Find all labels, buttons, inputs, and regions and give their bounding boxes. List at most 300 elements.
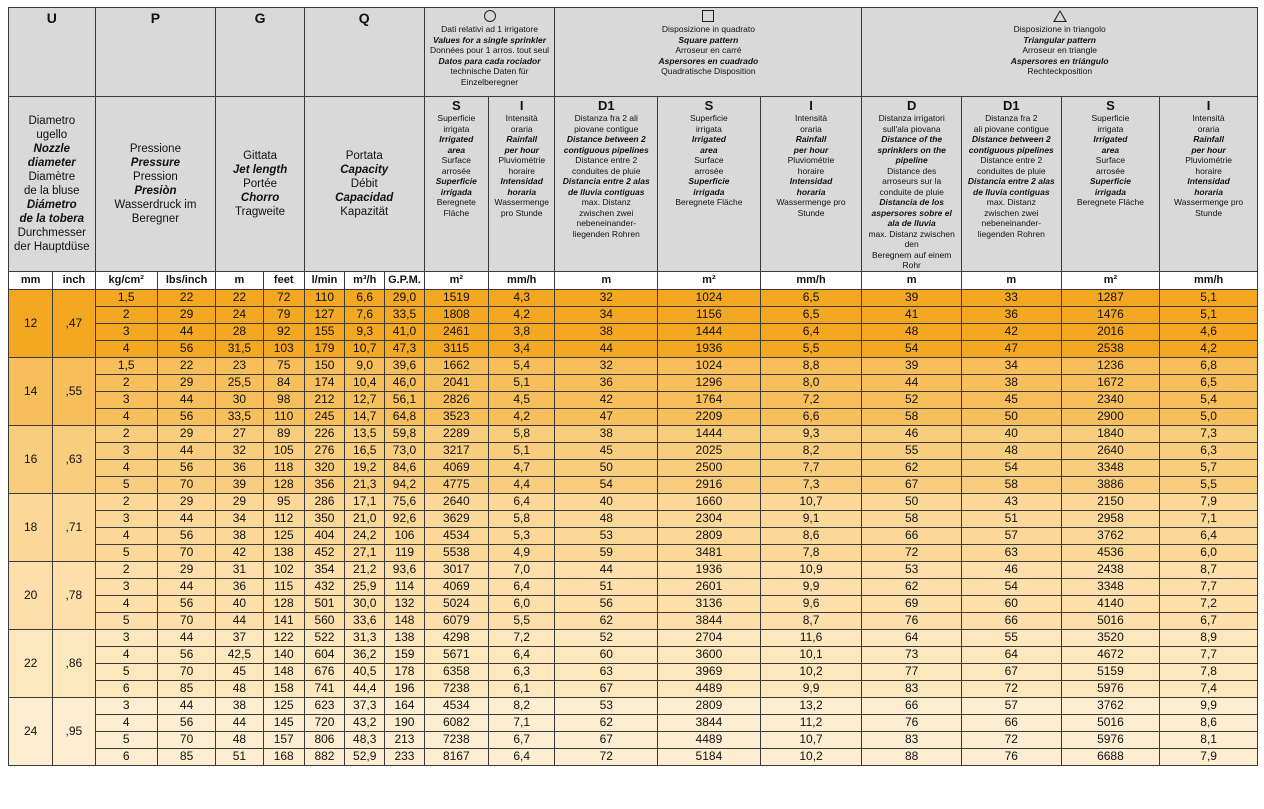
table-cell: 4534: [424, 527, 488, 544]
table-cell: 38: [961, 374, 1061, 391]
header-text-line: Gittata: [243, 149, 277, 162]
table-row: [9, 646, 1258, 663]
table-cell: 5,4: [489, 357, 555, 374]
table-cell: 6,3: [1160, 442, 1258, 459]
table-row: [9, 323, 1258, 340]
table-cell: 32: [216, 442, 263, 459]
table-row: [9, 357, 1258, 374]
square-pattern-group-header: [555, 8, 862, 97]
table-cell: 54: [555, 476, 658, 493]
unit-cell: inch: [53, 271, 95, 289]
table-cell: 3600: [658, 646, 761, 663]
table-cell: 155: [304, 323, 344, 340]
table-cell: 4: [95, 527, 157, 544]
nozzle-mm-cell: 20: [9, 561, 53, 629]
header-text-line: Capacidad: [335, 191, 394, 204]
header-text-line: max. Distanz: [986, 197, 1036, 207]
table-cell: 3: [95, 442, 157, 459]
table-cell: 42,5: [216, 646, 263, 663]
table-cell: 10,2: [760, 663, 862, 680]
table-cell: 2704: [658, 629, 761, 646]
nozzle-inch-cell: ,78: [53, 561, 95, 629]
table-cell: 28: [216, 323, 263, 340]
table-row: [9, 697, 1258, 714]
header-text-line: Disposizione in triangolo: [1013, 24, 1106, 34]
table-cell: 2640: [424, 493, 488, 510]
header-text-line: Distance between 2: [971, 134, 1051, 144]
table-cell: 148: [385, 612, 424, 629]
header-text-line: area: [447, 144, 466, 155]
table-cell: 3629: [424, 510, 488, 527]
table-cell: 48,3: [345, 731, 385, 748]
table-cell: 31,3: [345, 629, 385, 646]
header-text-line: Durchmesser: [17, 226, 86, 239]
table-cell: 8,1: [1160, 731, 1258, 748]
table-cell: 3348: [1061, 578, 1160, 595]
table-cell: 53: [555, 527, 658, 544]
table-cell: 55: [961, 629, 1061, 646]
header-text-line: Distancia entre 2 alas: [562, 176, 650, 186]
table-cell: 5016: [1061, 714, 1160, 731]
table-cell: 25,9: [345, 578, 385, 595]
table-cell: 3762: [1061, 527, 1160, 544]
table-cell: 4: [95, 595, 157, 612]
table-cell: 7238: [424, 731, 488, 748]
table-cell: 157: [263, 731, 304, 748]
table-cell: 98: [263, 391, 304, 408]
header-text-line: horaire: [797, 165, 825, 176]
table-cell: 55: [862, 442, 962, 459]
table-cell: 3115: [424, 340, 488, 357]
table-cell: 58: [961, 476, 1061, 493]
table-cell: 128: [263, 476, 304, 493]
table-cell: 7,1: [489, 714, 555, 731]
table-cell: 190: [385, 714, 424, 731]
table-cell: 119: [385, 544, 424, 561]
single-irrigated-area-header: S Superficie irrigata Irrigated area Surface arrosée Superficie irrigada Beregnete Fläche: [424, 97, 488, 272]
header-text-line: arroseurs sur la: [882, 176, 942, 186]
table-cell: 132: [385, 595, 424, 612]
header-text-line: de lluvia contiguas: [973, 186, 1050, 197]
header-text-line: Jet length: [232, 163, 288, 176]
header-text-line: Distancia de los: [879, 197, 945, 207]
header-text-line: Beregnete: [436, 197, 476, 207]
table-cell: 9,6: [760, 595, 862, 612]
table-cell: 48: [862, 323, 962, 340]
header-text-line: technische Daten für: [450, 66, 529, 76]
unit-cell: mm/h: [1160, 271, 1258, 289]
table-cell: 7238: [424, 680, 488, 697]
table-cell: 37: [216, 629, 263, 646]
header-text-line: Surface: [694, 155, 724, 165]
table-cell: 10,4: [345, 374, 385, 391]
table-cell: 356: [304, 476, 344, 493]
table-cell: 6: [95, 748, 157, 765]
table-cell: 32: [555, 357, 658, 374]
header-text-line: Superficie: [435, 176, 477, 186]
square-icon: [702, 10, 714, 22]
table-row: [9, 544, 1258, 561]
table-row: [9, 289, 1258, 306]
table-cell: 5,5: [760, 340, 862, 357]
nozzle-inch-cell: ,55: [53, 357, 95, 425]
table-cell: 69: [862, 595, 962, 612]
table-cell: 16,5: [345, 442, 385, 459]
header-text-line: Irrigated: [439, 134, 474, 144]
header-text-line: contiguous pipelines: [968, 144, 1054, 155]
table-cell: 5184: [658, 748, 761, 765]
table-cell: 6,7: [1160, 612, 1258, 629]
table-cell: 8,6: [1160, 714, 1258, 731]
header-text-line: zwischen zwei: [579, 207, 634, 218]
table-cell: 95: [263, 493, 304, 510]
table-cell: 4,4: [489, 476, 555, 493]
table-cell: 33,5: [216, 408, 263, 425]
header-text-line: Capacity: [340, 163, 389, 176]
table-cell: 72: [862, 544, 962, 561]
header-text-line: de la tobera: [19, 212, 85, 225]
header-text-line: Kapazität: [340, 205, 389, 218]
table-cell: 64,8: [385, 408, 424, 425]
table-cell: 64: [862, 629, 962, 646]
table-cell: 8,7: [760, 612, 862, 629]
header-text-line: irrigata: [1097, 123, 1124, 134]
table-cell: 44,4: [345, 680, 385, 697]
table-cell: 14,7: [345, 408, 385, 425]
table-cell: 10,2: [760, 748, 862, 765]
table-cell: 50: [961, 408, 1061, 425]
table-cell: 8,2: [489, 697, 555, 714]
triangle-irrigated-area-header: S Superficie irrigata Irrigated area Surface arrosée Superficie irrigada Beregnete Fläche: [1061, 97, 1160, 272]
table-cell: 27,1: [345, 544, 385, 561]
table-cell: 4534: [424, 697, 488, 714]
table-cell: 89: [263, 425, 304, 442]
table-cell: 7,8: [760, 544, 862, 561]
table-cell: 4,2: [489, 306, 555, 323]
table-cell: 50: [862, 493, 962, 510]
table-cell: 83: [862, 731, 962, 748]
table-cell: 59,8: [385, 425, 424, 442]
table-body: [9, 289, 1258, 765]
sprinkler-performance-table: [8, 7, 1258, 766]
table-cell: 70: [157, 544, 215, 561]
table-cell: 115: [263, 578, 304, 595]
table-cell: 1476: [1061, 306, 1160, 323]
table-cell: 2340: [1061, 391, 1160, 408]
header-text-line: Intensidad: [500, 176, 543, 186]
header-text-line: Pressure: [130, 156, 181, 169]
triangle-rainfall-header: I Intensità oraria Rainfall per hour Pluviométrie horaire Intensidad horaria Wassermenge pro Stunde: [1160, 97, 1258, 272]
table-cell: 21,0: [345, 510, 385, 527]
table-cell: 2601: [658, 578, 761, 595]
triangle-pipeline-distance-header: D1 Distanza fra 2 ali piovane contigue Distance between 2 contiguous pipelines Distance entre 2 conduites de pluie Distancia entre 2 alas de lluvia contiguas max. Distanz zwischen zwei nebeneinander- liegenden Rohren: [961, 97, 1061, 272]
table-cell: 3969: [658, 663, 761, 680]
table-cell: 62: [555, 714, 658, 731]
table-cell: 52,9: [345, 748, 385, 765]
header-text-line: horaire: [1195, 165, 1222, 176]
header-text-line: Surface: [441, 155, 471, 165]
table-cell: 38: [555, 425, 658, 442]
table-cell: 33,5: [385, 306, 424, 323]
table-cell: 7,8: [1160, 663, 1258, 680]
table-cell: 320: [304, 459, 344, 476]
table-cell: 3217: [424, 442, 488, 459]
table-cell: 882: [304, 748, 344, 765]
header-text-line: per hour: [504, 144, 539, 155]
square-irrigated-area-header: S Superficie irrigata Irrigated area Surface arrosée Superficie irrigada Beregnete Fläche: [658, 97, 761, 272]
table-cell: 4775: [424, 476, 488, 493]
table-cell: 54: [862, 340, 962, 357]
table-cell: 29: [157, 425, 215, 442]
header-text-line: diameter: [27, 156, 76, 169]
table-cell: 83: [862, 680, 962, 697]
table-cell: 2: [95, 561, 157, 578]
header-text-line: conduites de pluie: [571, 165, 641, 176]
table-cell: 164: [385, 697, 424, 714]
table-cell: 3: [95, 629, 157, 646]
table-cell: 6,0: [1160, 544, 1258, 561]
table-cell: 45: [961, 391, 1061, 408]
header-text-line: Square pattern: [678, 34, 739, 45]
table-cell: 5159: [1061, 663, 1160, 680]
table-cell: 1936: [658, 561, 761, 578]
table-cell: 52: [555, 629, 658, 646]
table-cell: 404: [304, 527, 344, 544]
table-cell: 37,3: [345, 697, 385, 714]
table-cell: 4,9: [489, 544, 555, 561]
table-cell: 432: [304, 578, 344, 595]
table-cell: 62: [555, 612, 658, 629]
table-cell: 4298: [424, 629, 488, 646]
table-cell: 54: [961, 578, 1061, 595]
header-text-line: Superficie: [1089, 176, 1131, 186]
table-cell: 84: [263, 374, 304, 391]
table-cell: 36: [555, 374, 658, 391]
table-cell: 40,5: [345, 663, 385, 680]
table-cell: 34: [555, 306, 658, 323]
table-cell: 60: [961, 595, 1061, 612]
table-cell: 6: [95, 680, 157, 697]
table-cell: 4489: [658, 680, 761, 697]
table-cell: 1662: [424, 357, 488, 374]
table-cell: 4: [95, 714, 157, 731]
header-text-line: aspersores sobre el: [871, 207, 952, 218]
header-text-line: Diametro: [28, 114, 76, 127]
table-cell: 145: [263, 714, 304, 731]
table-cell: 44: [216, 714, 263, 731]
header-text-line: sull'ala piovana: [882, 123, 941, 134]
table-cell: 4,3: [489, 289, 555, 306]
table-cell: 2809: [658, 527, 761, 544]
table-cell: 32: [555, 289, 658, 306]
header-text-line: Triangular pattern: [1023, 34, 1096, 45]
table-cell: 44: [555, 340, 658, 357]
header-text-line: ugello: [36, 128, 68, 141]
header-text-line: nebeneinander-: [981, 218, 1042, 228]
table-cell: 40: [961, 425, 1061, 442]
table-cell: 245: [304, 408, 344, 425]
table-cell: 41,0: [385, 323, 424, 340]
col-header-u: U: [9, 8, 96, 97]
table-cell: 39: [216, 476, 263, 493]
table-row: [9, 459, 1258, 476]
table-cell: 21,3: [345, 476, 385, 493]
table-cell: 741: [304, 680, 344, 697]
table-cell: 7,2: [760, 391, 862, 408]
header-text-line: pro Stunde: [500, 207, 543, 218]
table-cell: 8167: [424, 748, 488, 765]
table-cell: 72: [961, 680, 1061, 697]
table-cell: 7,3: [1160, 425, 1258, 442]
header-text-line: oraria: [800, 123, 822, 134]
table-cell: 56,1: [385, 391, 424, 408]
table-cell: 11,6: [760, 629, 862, 646]
table-cell: 24,2: [345, 527, 385, 544]
table-cell: 44: [157, 323, 215, 340]
table-cell: 3844: [658, 612, 761, 629]
table-cell: 1444: [658, 425, 761, 442]
table-cell: 56: [157, 595, 215, 612]
header-text-line: Fläche: [443, 207, 470, 218]
single-rainfall-header: I Intensità oraria Rainfall per hour Pluviométrie horaire Intensidad horaria Wassermenge pro Stunde: [489, 97, 555, 272]
header-text-line: Tragweite: [235, 205, 286, 218]
table-cell: 30,0: [345, 595, 385, 612]
nozzle-inch-cell: ,86: [53, 629, 95, 697]
single-group-text: [425, 24, 555, 87]
table-cell: 118: [263, 459, 304, 476]
header-text-line: Diamètre: [28, 170, 76, 183]
header-text-line: Intensità: [1192, 113, 1225, 123]
nozzle-mm-cell: 14: [9, 357, 53, 425]
header-text-line: Intensidad: [1187, 176, 1230, 186]
table-cell: 9,9: [760, 680, 862, 697]
header-text-line: Superficie: [437, 113, 476, 123]
table-cell: 6,8: [1160, 357, 1258, 374]
table-cell: 12,7: [345, 391, 385, 408]
table-cell: 5,1: [1160, 289, 1258, 306]
table-cell: 79: [263, 306, 304, 323]
table-cell: 138: [385, 629, 424, 646]
table-cell: 7,9: [1160, 493, 1258, 510]
table-cell: 33: [961, 289, 1061, 306]
header-text-line: horaria: [1194, 186, 1224, 197]
table-cell: 604: [304, 646, 344, 663]
table-cell: 3523: [424, 408, 488, 425]
table-cell: 76: [961, 748, 1061, 765]
table-cell: 70: [157, 663, 215, 680]
table-row: [9, 680, 1258, 697]
nozzle-mm-cell: 12: [9, 289, 53, 357]
table-cell: 6079: [424, 612, 488, 629]
table-cell: 5: [95, 612, 157, 629]
table-cell: 2304: [658, 510, 761, 527]
table-cell: 44: [157, 510, 215, 527]
table-cell: 276: [304, 442, 344, 459]
header-text-line: nebeneinander-: [576, 218, 637, 228]
table-cell: 66: [862, 697, 962, 714]
header-text-line: Rainfall: [795, 134, 827, 144]
table-cell: 39: [862, 357, 962, 374]
table-cell: 3,4: [489, 340, 555, 357]
table-cell: 623: [304, 697, 344, 714]
table-cell: 7,0: [489, 561, 555, 578]
header-text-line: Arroseur en carré: [675, 45, 742, 55]
table-cell: 9,0: [345, 357, 385, 374]
header-text-line: Nozzle: [33, 142, 70, 155]
header-text-line: Distance des: [887, 165, 937, 176]
table-cell: 53: [555, 697, 658, 714]
table-cell: 1444: [658, 323, 761, 340]
table-cell: 3: [95, 323, 157, 340]
table-cell: 226: [304, 425, 344, 442]
header-text-line: Beregnern auf einem Rohr: [871, 249, 952, 270]
table-cell: 10,1: [760, 646, 862, 663]
table-cell: 8,9: [1160, 629, 1258, 646]
unit-cell: mm/h: [760, 271, 862, 289]
table-cell: 67: [555, 680, 658, 697]
table-row: [9, 578, 1258, 595]
nozzle-inch-cell: ,71: [53, 493, 95, 561]
header-text-line: Rechteckposition: [1027, 66, 1093, 76]
table-cell: 44: [862, 374, 962, 391]
table-cell: 1840: [1061, 425, 1160, 442]
table-cell: 29,0: [385, 289, 424, 306]
nozzle-inch-cell: ,63: [53, 425, 95, 493]
table-cell: 1672: [1061, 374, 1160, 391]
table-cell: 5: [95, 476, 157, 493]
header-text-line: Portée: [243, 177, 277, 190]
table-cell: 213: [385, 731, 424, 748]
header-text-line: Distance of the: [881, 134, 943, 144]
header-text-line: horaria: [507, 186, 537, 197]
table-cell: 179: [304, 340, 344, 357]
table-cell: 6688: [1061, 748, 1160, 765]
header-text-line: Rainfall: [1193, 134, 1224, 144]
units-row: [9, 271, 1258, 289]
table-cell: 70: [157, 476, 215, 493]
table-cell: 5,1: [1160, 306, 1258, 323]
header-text-line: max. Distanz: [581, 197, 631, 207]
table-row: [9, 714, 1258, 731]
table-cell: 40: [216, 595, 263, 612]
triangle-icon: [1053, 10, 1067, 22]
header-text-line: sprinklers on the: [877, 144, 946, 155]
table-cell: 24: [216, 306, 263, 323]
header-text-line: Distancia entre 2 alas: [967, 176, 1055, 186]
table-row: [9, 663, 1258, 680]
header-text-line: max. Distanz zwischen den: [868, 228, 955, 249]
header-text-line: conduites de pluie: [977, 165, 1046, 176]
table-cell: 85: [157, 748, 215, 765]
table-cell: 58: [862, 510, 962, 527]
table-cell: 42: [961, 323, 1061, 340]
header-text-line: Données pour 1 arros. tout seul: [429, 45, 550, 55]
table-cell: 44: [157, 442, 215, 459]
table-cell: 8,0: [760, 374, 862, 391]
table-cell: 51: [961, 510, 1061, 527]
table-row: [9, 476, 1258, 493]
table-cell: 67: [555, 731, 658, 748]
table-row: [9, 595, 1258, 612]
table-cell: 34: [961, 357, 1061, 374]
table-cell: 7,6: [345, 306, 385, 323]
table-cell: 63: [961, 544, 1061, 561]
table-cell: 9,9: [760, 578, 862, 595]
header-text-line: contiguous pipelines: [563, 144, 649, 155]
table-row: [9, 527, 1258, 544]
table-cell: 110: [263, 408, 304, 425]
table-cell: 2826: [424, 391, 488, 408]
